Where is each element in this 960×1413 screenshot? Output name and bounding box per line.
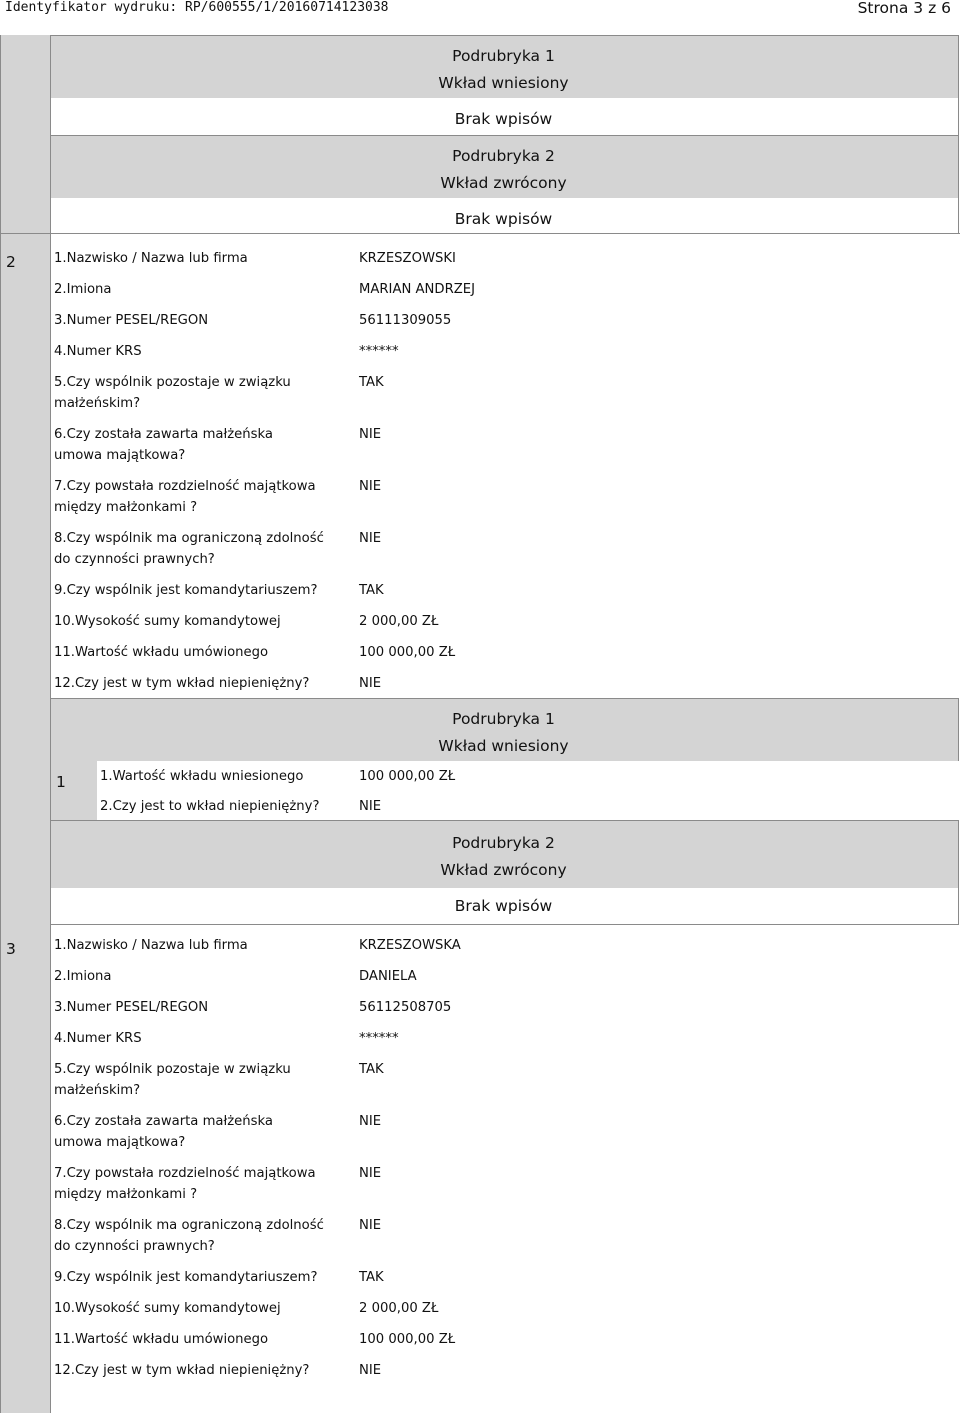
row-value: KRZESZOWSKA — [359, 938, 461, 953]
row-value: NIE — [359, 1363, 382, 1378]
entry-label: 2.Czy jest to wkład niepieniężny? — [100, 799, 320, 814]
row-label: 1.Nazwisko / Nazwa lub firma — [54, 938, 248, 953]
row-value: NIE — [359, 1114, 382, 1129]
row-value: MARIAN ANDRZEJ — [359, 282, 475, 297]
row-value: TAK — [359, 1062, 384, 1077]
row-label: 11.Wartość wkładu umówionego — [54, 1332, 269, 1347]
p2-sub1-name: Wkład wniesiony — [438, 737, 569, 755]
entry-number: 1 — [56, 773, 66, 791]
row-label: 10.Wysokość sumy komandytowej — [54, 1301, 281, 1316]
divider — [0, 233, 960, 234]
sub2-empty: Brak wpisów — [454, 210, 553, 228]
row-label: 3.Numer PESEL/REGON — [54, 1000, 209, 1015]
row-value: DANIELA — [359, 969, 417, 984]
sub1-title: Podrubryka 1 — [452, 47, 555, 65]
sub1-name: Wkład wniesiony — [438, 74, 569, 92]
row-label: 4.Numer KRS — [54, 1031, 142, 1046]
row-label: 10.Wysokość sumy komandytowej — [54, 614, 281, 629]
sub2-name: Wkład zwrócony — [440, 174, 567, 192]
sub2-title: Podrubryka 2 — [452, 147, 555, 165]
row-label: 6.Czy została zawarta małżeńska umowa majątkowa? — [54, 1114, 274, 1150]
gutter-partners — [0, 233, 50, 1413]
row-value: NIE — [359, 531, 382, 546]
print-identifier: Identyfikator wydruku: RP/600555/1/20160714123038 — [5, 0, 389, 15]
entry-label: 1.Wartość wkładu wniesionego — [100, 769, 304, 784]
row-label: 6.Czy została zawarta małżeńska umowa majątkowa? — [54, 427, 274, 463]
row-label: 12.Czy jest w tym wkład niepieniężny? — [54, 1363, 310, 1378]
gutter-top — [0, 35, 50, 233]
partner-number: 2 — [6, 253, 16, 271]
p2-sub2-title: Podrubryka 2 — [452, 834, 555, 852]
row-label: 8.Czy wspólnik ma ograniczoną zdolność do czynności prawnych? — [54, 1218, 324, 1254]
row-label: 1.Nazwisko / Nazwa lub firma — [54, 251, 248, 266]
p2-sub1-title: Podrubryka 1 — [452, 710, 555, 728]
row-label: 5.Czy wspólnik pozostaje w związku małżeńskim? — [54, 375, 291, 411]
row-value: ****** — [359, 344, 399, 359]
p2-sub2-name: Wkład zwrócony — [440, 861, 567, 879]
row-label: 12.Czy jest w tym wkład niepieniężny? — [54, 676, 310, 691]
row-value: NIE — [359, 676, 382, 691]
divider — [50, 924, 51, 1413]
row-label: 9.Czy wspólnik jest komandytariuszem? — [54, 583, 318, 598]
row-value: 56112508705 — [359, 1000, 452, 1015]
row-label: 7.Czy powstała rozdzielność majątkowa między małżonkami ? — [54, 1166, 316, 1202]
row-value: 56111309055 — [359, 313, 452, 328]
row-label: 3.Numer PESEL/REGON — [54, 313, 209, 328]
row-label: 7.Czy powstała rozdzielność majątkowa między małżonkami ? — [54, 479, 316, 515]
row-value: NIE — [359, 427, 382, 442]
partner-number: 3 — [6, 940, 16, 958]
entry-value: 100 000,00 ZŁ — [359, 769, 456, 784]
row-value: 2 000,00 ZŁ — [359, 1301, 439, 1316]
row-value: TAK — [359, 1270, 384, 1285]
row-value: ****** — [359, 1031, 399, 1046]
divider — [50, 233, 51, 698]
row-value: 100 000,00 ZŁ — [359, 1332, 456, 1347]
row-label: 5.Czy wspólnik pozostaje w związku małżeńskim? — [54, 1062, 291, 1098]
row-value: TAK — [359, 375, 384, 390]
row-value: 2 000,00 ZŁ — [359, 614, 439, 629]
row-value: NIE — [359, 1218, 382, 1233]
sub1-empty: Brak wpisów — [454, 110, 553, 128]
row-label: 11.Wartość wkładu umówionego — [54, 645, 269, 660]
row-value: KRZESZOWSKI — [359, 251, 456, 266]
page-number: Strona 3 z 6 — [857, 0, 951, 17]
row-label: 9.Czy wspólnik jest komandytariuszem? — [54, 1270, 318, 1285]
row-value: TAK — [359, 583, 384, 598]
row-label: 8.Czy wspólnik ma ograniczoną zdolność do czynności prawnych? — [54, 531, 324, 567]
row-value: 100 000,00 ZŁ — [359, 645, 456, 660]
row-label: 2.Imiona — [54, 282, 112, 297]
row-label: 2.Imiona — [54, 969, 112, 984]
row-label: 4.Numer KRS — [54, 344, 142, 359]
row-value: NIE — [359, 1166, 382, 1181]
row-value: NIE — [359, 479, 382, 494]
p2-sub2-empty: Brak wpisów — [454, 897, 553, 915]
entry-value: NIE — [359, 799, 382, 814]
